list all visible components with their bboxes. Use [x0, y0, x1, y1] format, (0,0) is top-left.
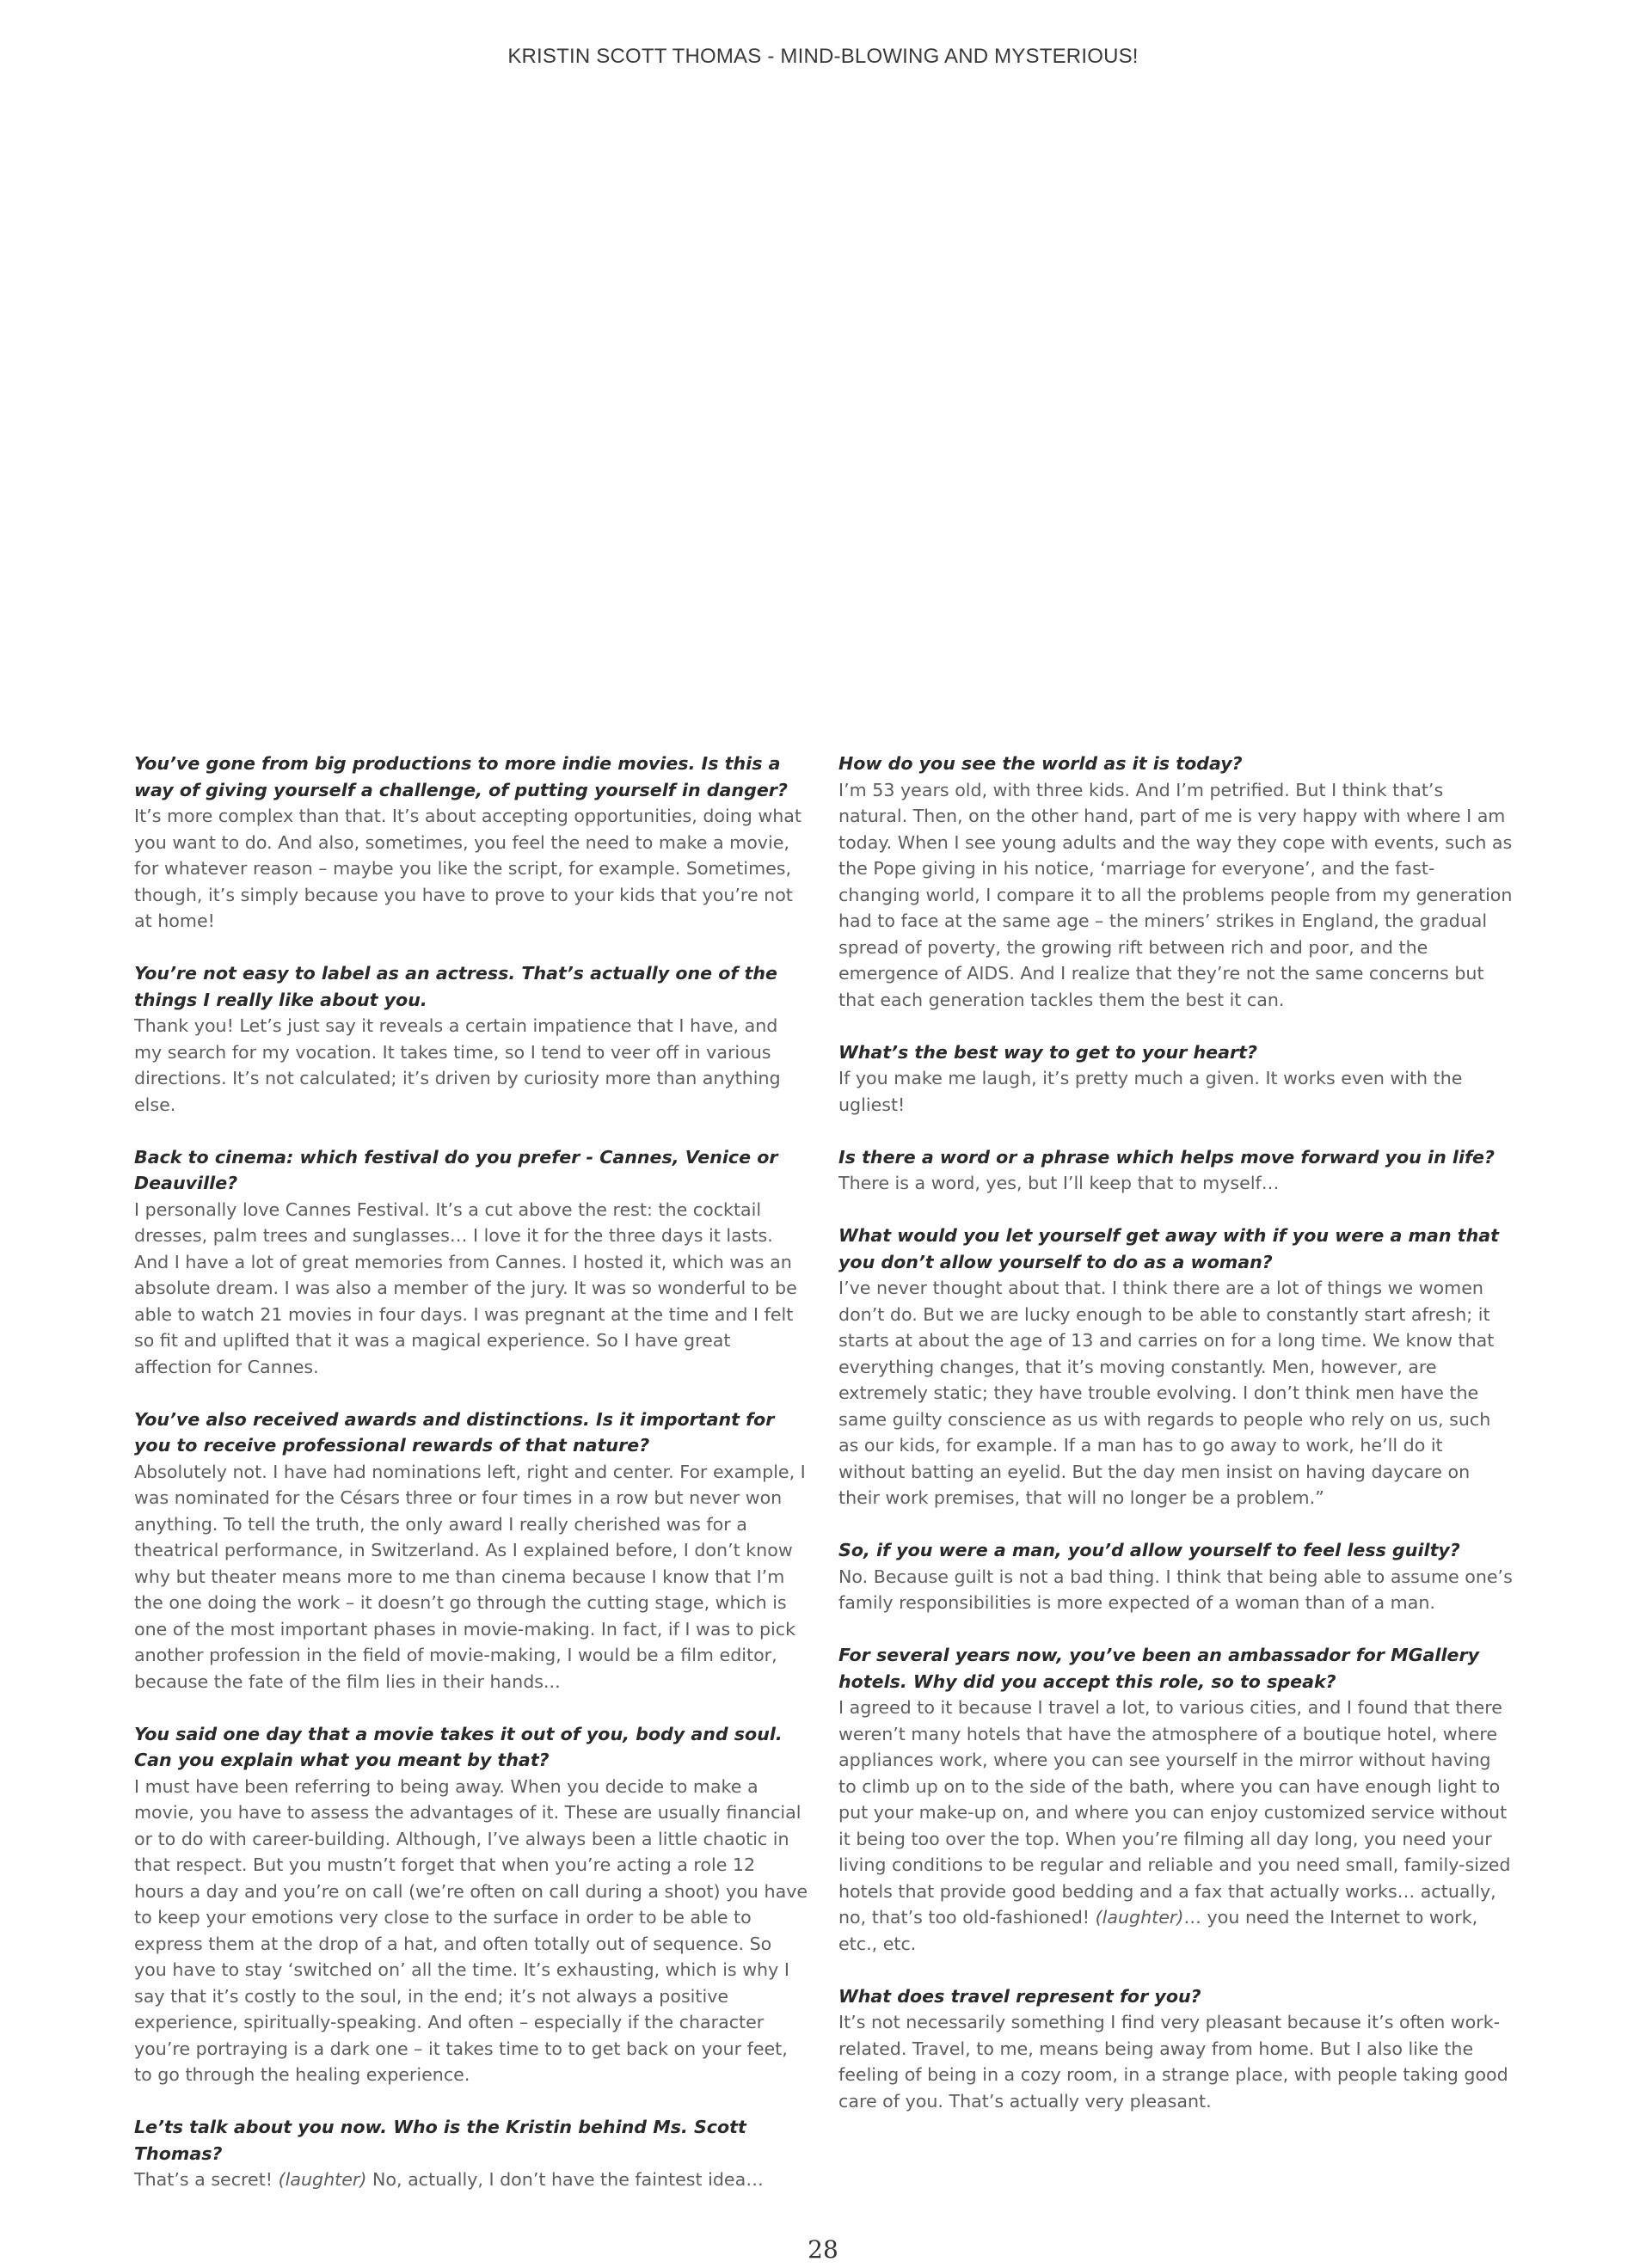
- qa-item: [838, 1144, 1514, 1197]
- answer-text: I’ve never thought about that. I think there are a lot of things we women don’t do. But we are lucky enough to be able to constantly start afresh; it starts at about the age of 13 and carries on for a long time. We know that everything changes, that it’s moving constantly. Men, however, are extremely static; they have trouble evolving. I don’t think men have the same guilty conscience as us with regards to people who rely on us, such as our kids, for example. If a man has to go away to work, he’ll do it without batting an eyelid. But the day men insist on having daycare on their work premises, that will no longer be a problem.”: [838, 1278, 1495, 1508]
- answer-text: [134, 2167, 809, 2193]
- question-text: Le’ts talk about you now. Who is the Kristin behind Ms. Scott Thomas?: [134, 2117, 746, 2164]
- answer-text-part: I agreed to it because I travel a lot, to various cities, and I found that there weren’t many hotels that have the atmosphere of a boutique hotel, where appliances work, where you can see yourself in the mirror without having to climb up on to the side of the bath, where you can have enough light to put your make-up on, and where you can enjoy customized service without it being too over the top. When you’re filming all day long, you need your living conditions to be regular and reliable and you need small, family-sized hotels that provide good bedding and a fax that actually works… actually, no, that’s too old-fashioned!: [838, 1697, 1511, 1928]
- qa-item: [838, 1039, 1514, 1119]
- running-header: KRISTIN SCOTT THOMAS - MIND-BLOWING AND MYSTERIOUS!: [507, 45, 1139, 68]
- question-text: What’s the best way to get to your heart?: [838, 1041, 1257, 1063]
- qa-item: [838, 1537, 1514, 1616]
- answer-text: If you make me laugh, it’s pretty much a given. It works even with the ugliest!: [838, 1068, 1463, 1115]
- question-text: Back to cinema: which festival do you prefer - Cannes, Venice or Deauville?: [134, 1146, 778, 1193]
- laughter-aside: (laughter): [1095, 1907, 1184, 1928]
- qa-item: [838, 1983, 1514, 2115]
- qa-item: [134, 1407, 809, 1695]
- answer-text: I personally love Cannes Festival. It’s a cut above the rest: the cocktail dresses, palm trees and sunglasses… I love it for the three days it lasts. And I have a lot of great memories from Cannes. I hosted it, which was an absolute dream. I was also a member of the jury. It was so wonderful to be able to watch 21 movies in four days. I was pregnant at the time and I felt so fit and uplifted that it was a magical experience. So I have great affection for Cannes.: [134, 1198, 797, 1377]
- laughter-aside: (laughter): [278, 2169, 367, 2190]
- question-text: What would you let yourself get away with if you were a man that you don’t allow yourself to do as a woman?: [838, 1225, 1499, 1272]
- question-text: What does travel represent for you?: [838, 1985, 1201, 2007]
- qa-item: [134, 1721, 809, 2088]
- answer-text: It’s more complex than that. It’s about accepting opportunities, doing what you want to do. And also, sometimes, you feel the need to make a movie, for whatever reason – maybe you like the script, for example. Sometimes, though, it’s simply because you have to prove to your kids that you’re not at home!: [134, 806, 802, 931]
- answer-text-part: No, actually, I don’t have the faintest idea…: [366, 2169, 764, 2190]
- qa-item: [838, 751, 1514, 1013]
- qa-item: [134, 960, 809, 1118]
- answer-text: [838, 1695, 1514, 1957]
- right-column: [838, 751, 1514, 2141]
- question-text: Is there a word or a phrase which helps move forward you in life?: [838, 1146, 1495, 1168]
- qa-item: [134, 751, 809, 935]
- qa-item: [134, 1144, 809, 1381]
- answer-text: There is a word, yes, but I’ll keep that to myself…: [838, 1173, 1280, 1193]
- answer-text-part: That’s a secret!: [134, 2169, 279, 2190]
- question-text: You said one day that a movie takes it out of you, body and soul. Can you explain what you meant by that?: [134, 1723, 783, 1770]
- answer-text: I must have been referring to being away. When you decide to make a movie, you have to assess the advantages of it. These are usually financial or to do with career-building. Although, I’ve always been a little chaotic in that respect. But you mustn’t forget that when you’re acting a role 12 hours a day and you’re on call (we’re often on call during a shoot) you have to keep your emotions very close to the surface in order to be able to express them at the drop of a hat, and often totally out of sequence. So you have to stay ‘switched on’ all the time. It’s exhausting, which is why I say that it’s costly to the soul, in the end; it’s not always a positive experience, spiritually-speaking. And often – especially if the character you’re portraying is a dark one – it takes time to to get back on your feet, to go through the healing experience.: [134, 1775, 808, 2085]
- question-text: You’ve gone from big productions to more indie movies. Is this a way of giving yourself a challenge, of putting yourself in danger?: [134, 753, 788, 800]
- answer-text: Thank you! Let’s just say it reveals a certain impatience that I have, and my search for my vocation. It takes time, so I tend to veer off in various directions. It’s not calculated; it’s driven by curiosity more than anything else.: [134, 1015, 781, 1115]
- answer-text: It’s not necessarily something I find very pleasant because it’s often work-related. Travel, to me, means being away from home. But I also like the feeling of being in a cozy room, in a strange place, with people taking good care of you. That’s actually very pleasant.: [838, 2012, 1508, 2112]
- qa-item: [838, 1642, 1514, 1957]
- photo-area: [133, 95, 1513, 739]
- question-text: You’re not easy to label as an actress. That’s actually one of the things I really like about you.: [134, 963, 778, 1010]
- left-column: [134, 751, 809, 2219]
- question-text: How do you see the world as it is today?: [838, 753, 1243, 774]
- answer-text: Absolutely not. I have had nominations left, right and center. For example, I was nominated for the Césars three or four times in a row but never won anything. To tell the truth, the only award I really cherished was for a theatrical performance, in Switzerland. As I explained before, I don’t know why but theater means more to me than cinema because I know that I’m the one doing the work – it doesn’t go through the cutting stage, which is one of the most important phases in movie-making. In fact, if I was to pick another profession in the field of movie-making, I would be a film editor, because the fate of the film lies in their hands...: [134, 1461, 806, 1692]
- question-text: You’ve also received awards and distinctions. Is it important for you to receive professional rewards of that nature?: [134, 1408, 775, 1456]
- question-text: So, if you were a man, you’d allow yourself to feel less guilty?: [838, 1540, 1460, 1560]
- qa-item: [838, 1223, 1514, 1511]
- page-number: 28: [808, 2235, 838, 2264]
- qa-item: [134, 2114, 809, 2193]
- answer-text: I’m 53 years old, with three kids. And I’m petrified. But I think that’s natural. Then, on the other hand, part of me is very happy with where I am today. When I see young adults and the way they cope with events, such as the Pope giving in his notice, ‘marriage for everyone’, and the fast-changing world, I compare it to all the problems people from my generation had to face at the same age – the miners’ strikes in England, the gradual spread of poverty, the growing rift between rich and poor, and the emergence of AIDS. And I realize that they’re not the same concerns but that each generation tackles them the best it can.: [838, 779, 1513, 1010]
- question-text: For several years now, you’ve been an ambassador for MGallery hotels. Why did you accept this role, so to speak?: [838, 1645, 1480, 1692]
- answer-text: No. Because guilt is not a bad thing. I think that being able to assume one’s family responsibilities is more expected of a woman than of a man.: [838, 1566, 1513, 1613]
- answer-text-part: … you need the Internet to work, etc., etc.: [838, 1907, 1478, 1954]
